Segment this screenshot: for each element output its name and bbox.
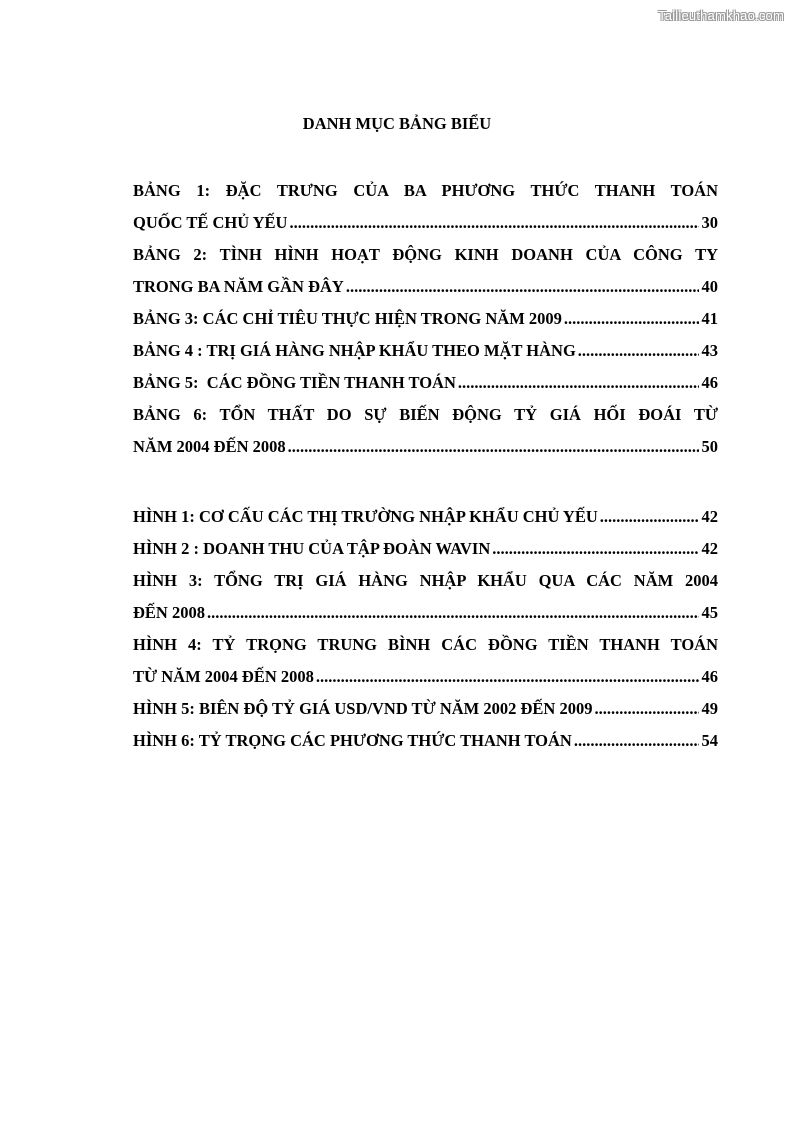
toc-entry-title: HÌNH 2 : DOANH THU CỦA TẬP ĐOÀN WAVIN [133, 539, 491, 558]
toc-entry-table-2[interactable] [133, 239, 718, 303]
toc-entry-title: QUỐC TẾ CHỦ YẾU [133, 213, 288, 232]
dot-leader [574, 725, 699, 757]
toc-entry-title: BẢNG 4 : TRỊ GIÁ HÀNG NHẬP KHẨU THEO MẶT HÀNG [133, 341, 576, 360]
page-number: 45 [701, 603, 718, 622]
dot-leader [492, 533, 698, 565]
toc-entry-title: TRONG BA NĂM GẦN ĐÂY [133, 277, 344, 296]
page-number: 49 [701, 699, 718, 718]
dot-leader [316, 661, 699, 693]
toc-entry-table-3[interactable] [133, 303, 718, 335]
toc-entry-title-line: BẢNG 2: TÌNH HÌNH HOẠT ĐỘNG KINH DOANH CỦA CÔNG TY [133, 245, 718, 264]
page-number: 54 [701, 731, 718, 750]
toc-entry-title: HÌNH 5: BIÊN ĐỘ TỶ GIÁ USD/VND TỪ NĂM 2002 ĐẾN 2009 [133, 699, 593, 718]
dot-leader [578, 335, 699, 367]
toc-entry-title: TỪ NĂM 2004 ĐẾN 2008 [133, 667, 314, 686]
toc-entry-table-4[interactable] [133, 335, 718, 367]
page-number: 43 [701, 341, 718, 360]
dot-leader [346, 271, 699, 303]
toc-entry-figure-4[interactable] [133, 629, 718, 693]
dot-leader [207, 597, 699, 629]
dot-leader [289, 207, 698, 239]
toc-entry-figure-5[interactable] [133, 693, 718, 725]
toc-entry-table-5[interactable] [133, 367, 718, 399]
toc-entry-figure-2[interactable] [133, 533, 718, 565]
page-number: 30 [701, 213, 718, 232]
toc-entry-title: ĐẾN 2008 [133, 603, 205, 622]
toc-entry-title-line: BẢNG 6: TỔN THẤT DO SỰ BIẾN ĐỘNG TỶ GIÁ HỐI ĐOÁI TỪ [133, 405, 718, 424]
page-number: 42 [701, 539, 718, 558]
page-number: 46 [701, 373, 718, 392]
dot-leader [594, 693, 698, 725]
page-title: DANH MỤC BẢNG BIỂU [302, 114, 492, 133]
toc-entry-table-6[interactable] [133, 399, 718, 463]
toc-entry-title: HÌNH 6: TỶ TRỌNG CÁC PHƯƠNG THỨC THANH TOÁN [133, 731, 572, 750]
toc-entry-title-line: BẢNG 1: ĐẶC TRƯNG CỦA BA PHƯƠNG THỨC THANH TOÁN [133, 181, 718, 200]
toc-entry-title: BẢNG 3: CÁC CHỈ TIÊU THỰC HIỆN TRONG NĂM 2009 [133, 309, 562, 328]
toc-entry-table-1[interactable] [133, 175, 718, 239]
toc-entry-title-line: HÌNH 4: TỶ TRỌNG TRUNG BÌNH CÁC ĐỒNG TIỀN THANH TOÁN [133, 635, 718, 654]
page-number: 40 [701, 277, 718, 296]
dot-leader [564, 303, 699, 335]
table-list [133, 175, 718, 463]
page-number: 46 [701, 667, 718, 686]
toc-entry-title: BẢNG 5: CÁC ĐỒNG TIỀN THANH TOÁN [133, 373, 456, 392]
page-number: 42 [701, 507, 718, 526]
watermark-text: Tailieuthamkhao.com [658, 8, 784, 23]
dot-leader [458, 367, 699, 399]
toc-entry-title: HÌNH 1: CƠ CẤU CÁC THỊ TRƯỜNG NHẬP KHẨU CHỦ YẾU [133, 507, 598, 526]
figure-list [133, 501, 718, 757]
toc-entry-figure-3[interactable] [133, 565, 718, 629]
dot-leader [600, 501, 699, 533]
page-number: 50 [701, 437, 718, 456]
dot-leader [288, 431, 699, 463]
toc-entry-title: NĂM 2004 ĐẾN 2008 [133, 437, 286, 456]
toc-entry-figure-1[interactable] [133, 501, 718, 533]
toc-entry-title-line: HÌNH 3: TỔNG TRỊ GIÁ HÀNG NHẬP KHẨU QUA CÁC NĂM 2004 [133, 571, 718, 590]
page-number: 41 [701, 309, 718, 328]
toc-entry-figure-6[interactable] [133, 725, 718, 757]
